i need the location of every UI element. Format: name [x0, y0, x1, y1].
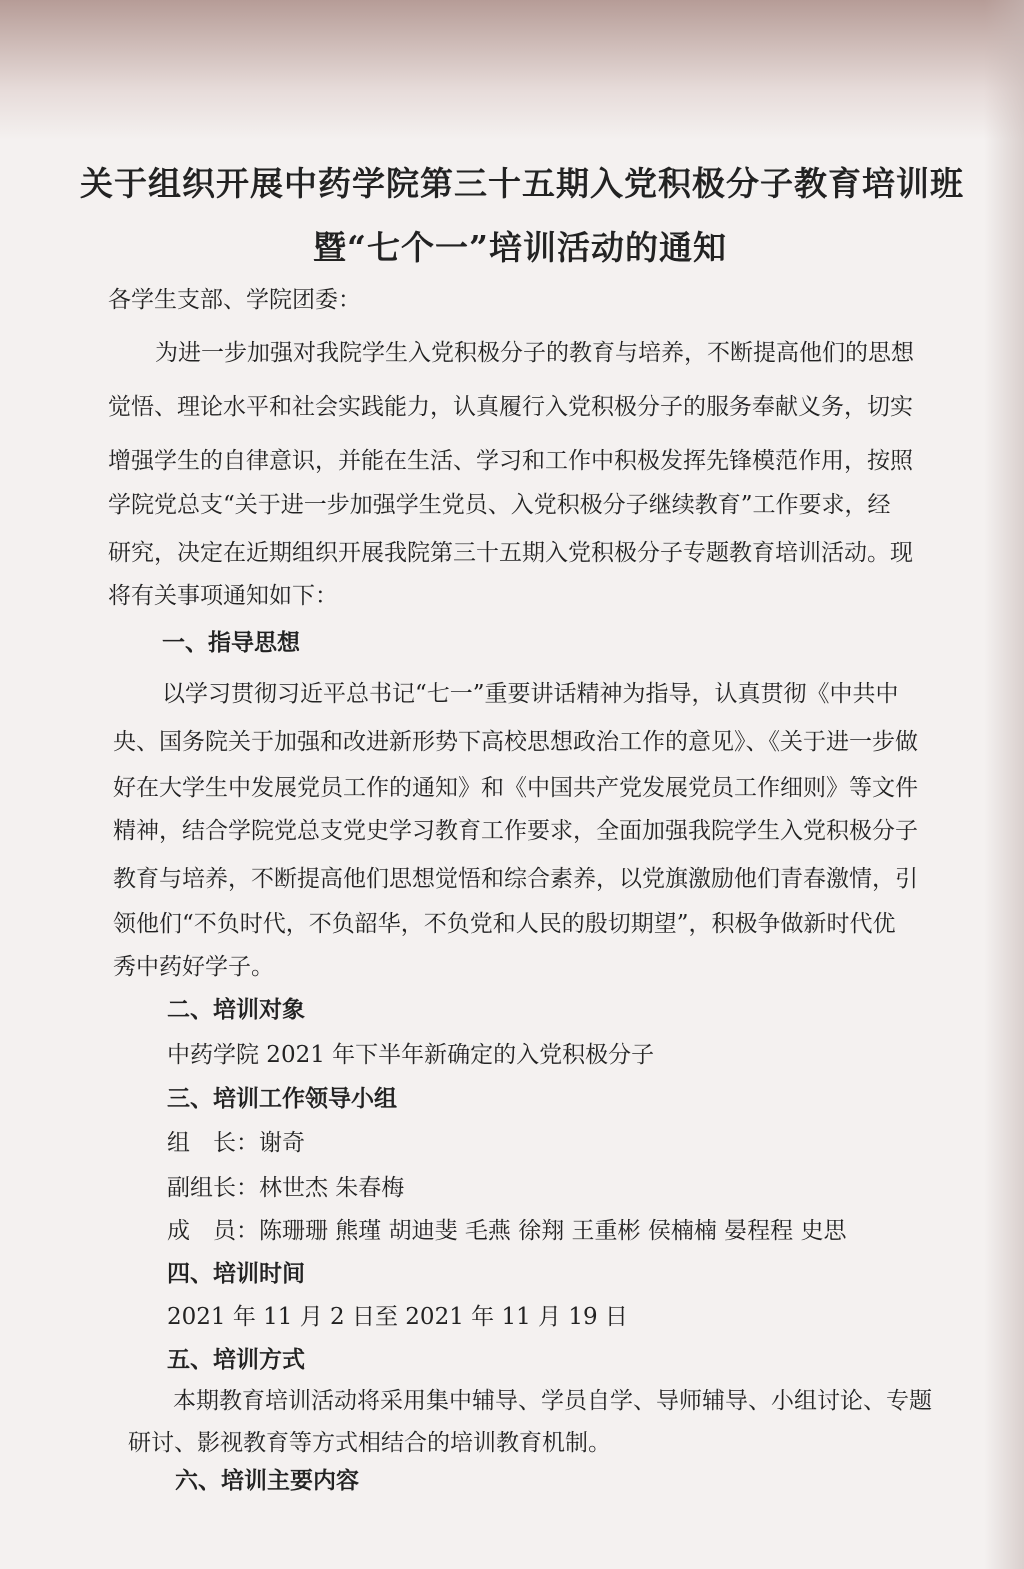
group-deputy: 副组长：林世杰 朱春梅 [167, 1175, 405, 1201]
intro-line: 学院党总支“关于进一步加强学生党员、入党积极分子继续教育”工作要求，经 [108, 492, 891, 518]
section-heading: 六、培训主要内容 [175, 1467, 359, 1494]
intro-line: 增强学生的自律意识，并能在生活、学习和工作中积极发挥先锋模范作用，按照 [108, 448, 913, 474]
section1-line: 教育与培养，不断提高他们思想觉悟和综合素养，以党旗激励他们青春激情，引 [113, 866, 918, 892]
section-heading: 三、培训工作领导小组 [167, 1085, 397, 1112]
section-heading: 二、培训对象 [167, 996, 305, 1023]
intro-line: 将有关事项通知如下： [108, 583, 338, 609]
section5-line: 本期教育培训活动将采用集中辅导、学员自学、导师辅导、小组讨论、专题 [173, 1388, 932, 1414]
group-leader: 组 长：谢奇 [167, 1130, 305, 1156]
section-heading: 五、培训方式 [167, 1346, 305, 1373]
group-members: 成 员：陈珊珊 熊瑾 胡迪斐 毛燕 徐翔 王重彬 侯楠楠 晏程程 史思 [167, 1218, 847, 1244]
section1-line: 精神，结合学院党总支党史学习教育工作要求，全面加强我院学生入党积极分子 [113, 818, 918, 844]
section1-line: 秀中药好学子。 [113, 954, 274, 980]
intro-line: 觉悟、理论水平和社会实践能力，认真履行入党积极分子的服务奉献义务，切实 [108, 394, 913, 420]
intro-line: 为进一步加强对我院学生入党积极分子的教育与培养，不断提高他们的思想 [155, 340, 914, 366]
training-time: 2021 年 11 月 2 日至 2021 年 11 月 19 日 [167, 1304, 628, 1330]
doc-title-line-2: 暨“七个一”培训活动的通知 [313, 228, 727, 267]
section5-line: 研讨、影视教育等方式相结合的培训教育机制。 [128, 1430, 611, 1456]
section1-line: 领他们“不负时代，不负韶华，不负党和人民的殷切期望”，积极争做新时代优 [113, 911, 896, 937]
intro-line: 研究，决定在近期组织开展我院第三十五期入党积极分子专题教育培训活动。现 [108, 540, 913, 566]
section-heading: 四、培训时间 [167, 1260, 305, 1287]
section1-line: 央、国务院关于加强和改进新形势下高校思想政治工作的意见》、《关于进一步做 [113, 729, 918, 755]
section1-line: 好在大学生中发展党员工作的通知》和《中国共产党发展党员工作细则》等文件 [113, 775, 918, 801]
target-text: 中药学院 2021 年下半年新确定的入党积极分子 [167, 1042, 655, 1068]
section-heading: 一、指导思想 [162, 629, 300, 656]
section1-line: 以学习贯彻习近平总书记“七一”重要讲话精神为指导，认真贯彻《中共中 [162, 681, 899, 707]
doc-title-line-1: 关于组织开展中药学院第三十五期入党积极分子教育培训班 [80, 164, 964, 203]
addressee: 各学生支部、学院团委： [108, 287, 361, 313]
